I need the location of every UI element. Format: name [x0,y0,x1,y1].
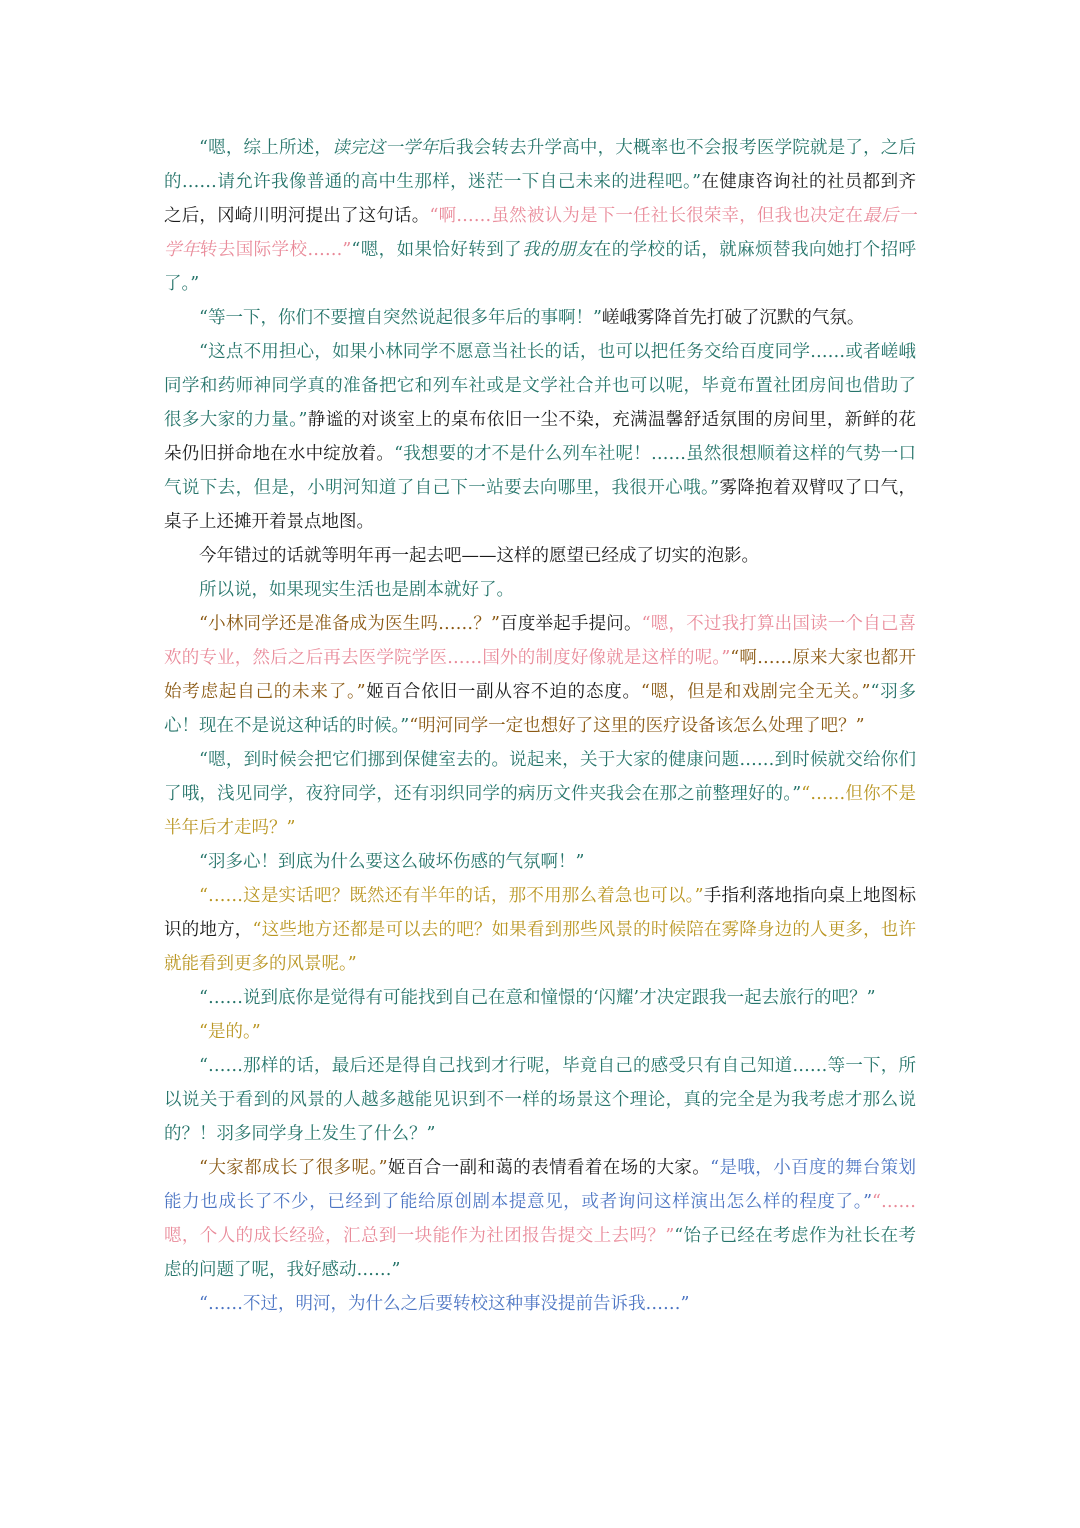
text-segment: “……这是实话吧？既然还有半年的话，那不用那么着急也可以。” [199,886,704,906]
text-segment: “嗯，不过我打算出国读一个自己喜欢的专业，然后之后再去医学院学医……国外的制度好像就是这样的呢。” [164,614,916,668]
paragraph [164,539,916,573]
text-segment: “……嗯，个人的成长经验，汇总到一块能作为社团报告提交上去吗？” [164,1192,916,1246]
text-segment: “啊……虽然被认为是下一任社长很荣幸，但我也决定在 [429,206,864,226]
text-segment: “大家都成长了很多呢。” [199,1158,388,1178]
text-segment: “这点不用担心，如果小林同学不愿意当社长的话，也可以把任务交给百度同学……或者嵯峨同学和药师神同学真的准备把它和列车社或是文学社合并也可以呢，毕竟布置社团房间也借助了很多大家的力量。” [164,342,916,430]
text-segment: 静谧的对谈室上的桌布依旧一尘不染，充满温馨舒适氛围的房间里，新鲜的花朵仍旧拼命地在水中绽放着。 [164,410,917,464]
text-segment: 今年错过的话就等明年再一起去吧——这样的愿望已经成了切实的泡影。 [199,546,759,566]
text-segment: 后我会转去升学高中，大概率也不会报考医学院就是了，之后的……请允许我像普通的高中生那样，迷茫一下自己未来的进程吧。” [164,138,917,192]
text-segment: 最后一学年 [164,206,917,260]
text-segment: 在的学校的话，就麻烦替我向她打个招呼了。” [164,240,916,294]
text-segment: 雾降抱着双臂叹了口气，桌子上还摊开着景点地图。 [164,478,916,532]
text-segment: “小林同学还是准备成为医生吗……？” [199,614,500,634]
body-text [164,131,916,1321]
text-segment: 百度举起手提问。 [499,614,642,634]
text-segment: “嗯，如果恰好转到了 [351,240,523,260]
text-segment: “羽多心！到底为什么要这么破坏伤感的气氛啊！” [199,852,585,872]
text-segment: 姬百合依旧一副从容不迫的态度。 [365,682,641,702]
text-segment: “明河同学一定也想好了这里的医疗设备该怎么处理了吧？” [409,716,865,736]
text-segment: “嗯，但是和戏剧完全无关。” [640,682,871,702]
paragraph [164,131,916,301]
text-segment: 在健康咨询社的社员都到齐之后，冈崎川明河提出了这句话。 [164,172,916,226]
text-segment: “等一下，你们不要擅自突然说起很多年后的事啊！” [199,308,602,328]
text-segment: “嗯，综上所述， [199,138,333,158]
paragraph [164,573,916,607]
text-segment: 我的朋友 [522,240,594,260]
paragraph [164,335,916,539]
paragraph [164,743,916,845]
paragraph [164,1015,916,1049]
text-segment: “羽多心！现在不是说这种话的时候。” [164,682,917,736]
text-segment: “……那样的话，最后还是得自己找到才行呢，毕竟自己的感受只有自己知道……等一下，所以说关于看到的风景的人越多越能见识到不一样的场景这个理论，真的完全是为我考虑才那么说的？！羽多同学身上发生了什么？” [164,1056,916,1144]
paragraph [164,1287,916,1321]
text-segment: 读完这一学年 [332,138,439,158]
text-segment: 转去国际学校……” [199,240,352,260]
paragraph [164,301,916,335]
text-segment: “是的。” [199,1022,261,1042]
paragraph [164,1049,916,1151]
text-segment: “啊……原来大家也都开始考虑起自己的未来了。” [164,648,916,702]
text-segment: “嗯，到时候会把它们挪到保健室去的。说起来，关于大家的健康问题……到时候就交给你们了哦，浅见同学，夜狩同学，还有羽织同学的病历文件夹我会在那之前整理好的。” [164,750,916,804]
text-segment: “我想要的才不是什么列车社呢！……虽然很想顺着这样的气势一口气说下去，但是，小明河知道了自己下一站要去向哪里，我很开心哦。” [164,444,917,498]
text-segment: 姬百合一副和蔼的表情看着在场的大家。 [387,1158,711,1178]
text-segment: “这些地方还都是可以去的吧？如果看到那些风景的时候陪在雾降身边的人更多，也许就能看到更多的风景呢。” [164,920,917,974]
text-segment: 手指利落地指向桌上地图标识的地方， [164,886,916,940]
paragraph [164,607,916,743]
text-segment: “饴子已经在考虑作为社长在考虑的问题了呢，我好感动……” [164,1226,916,1280]
paragraph [164,879,916,981]
text-segment: “……说到底你是觉得有可能找到自己在意和憧憬的‘闪耀’才决定跟我一起去旅行的吧？” [199,988,876,1008]
text-segment: “……但你不是半年后才走吗？” [164,784,916,838]
text-segment: 所以说，如果现实生活也是剧本就好了。 [199,580,514,600]
text-segment: 嵯峨雾降首先打破了沉默的气氛。 [601,308,865,328]
text-segment: “……不过，明河，为什么之后要转校这种事没提前告诉我……” [199,1294,690,1314]
paragraph [164,981,916,1015]
paragraph [164,1151,916,1287]
paragraph [164,845,916,879]
text-segment: “是哦，小百度的舞台策划能力也成长了不少，已经到了能给原创剧本提意见，或者询问这样演出怎么样的程度了。” [164,1158,916,1212]
